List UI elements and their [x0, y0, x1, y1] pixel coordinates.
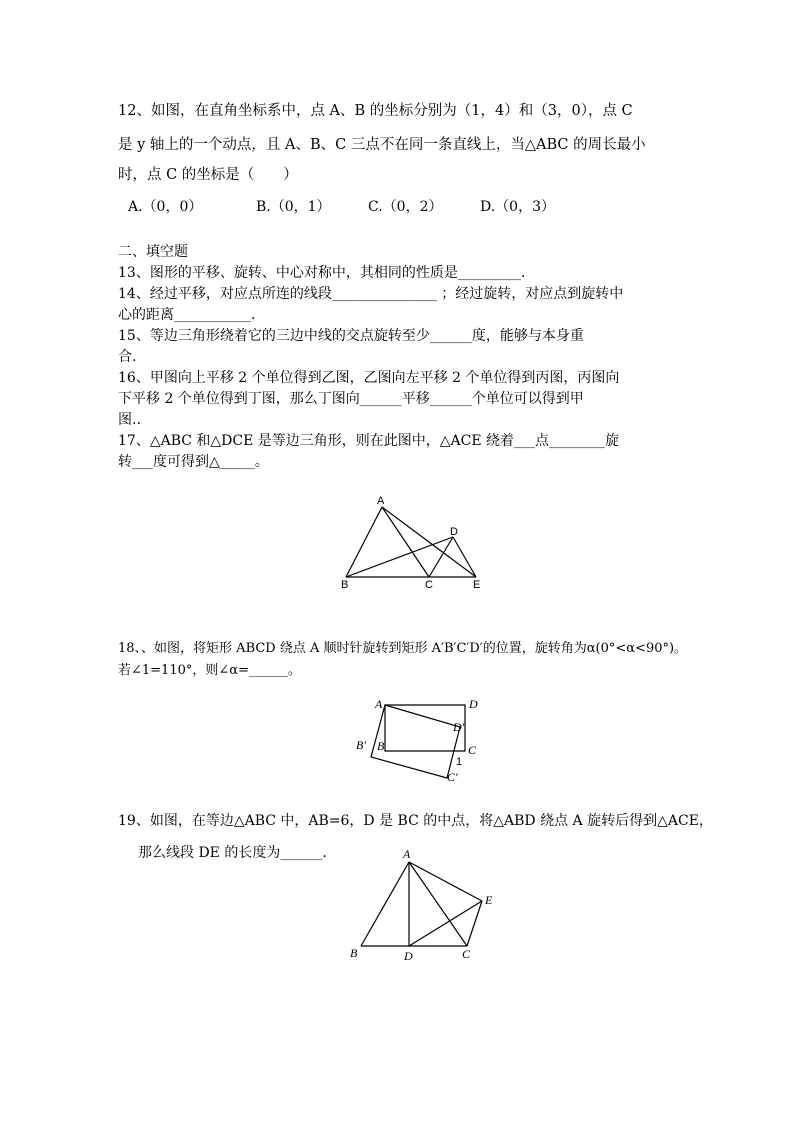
q17-line2: 转___度可得到△_____。 — [118, 454, 269, 470]
q17-figure — [330, 488, 500, 598]
q14-line2: 心的距离___________. — [118, 307, 256, 323]
q18-line1: 18、、如图，将矩形 ABCD 绕点 A 顺时针旋转到矩形 A′B′C′D′的位置，旋转角为α(0°<α<90°)。 — [118, 641, 688, 656]
q15-line1: 15、等边三角形绕着它的三边中线的交点旋转至少______度，能够与本身重 — [118, 328, 584, 344]
q12-option-d: D.（0，3） — [480, 199, 555, 215]
q19-segment-ce — [467, 901, 482, 946]
q17-label-a: A — [377, 495, 385, 507]
q16-line3: 图.. — [118, 412, 141, 428]
q17-label-b: B — [341, 579, 349, 591]
q17-segment-ac — [382, 507, 429, 577]
section-heading: 二、填空题 — [118, 244, 188, 260]
q19-figure — [340, 845, 500, 965]
q12-option-c: C.（0，2） — [368, 199, 443, 215]
q16-line2: 下平移 2 个单位得到丁图，那么丁图向______平移______个单位可以得到甲 — [118, 391, 584, 407]
q19-label-e: E — [485, 893, 493, 907]
q18-label-b-prime: B′ — [356, 738, 366, 752]
q17-segment-bd — [346, 537, 453, 577]
q17-line1: 17、△ABC 和△DCE 是等边三角形，则在此图中，△ACE 绕着___点________旋 — [118, 433, 620, 449]
q18-label-c-prime: C′ — [447, 770, 458, 784]
q19-label-c: C — [462, 947, 471, 961]
q17-segment-de — [453, 537, 476, 577]
q17-segment-ab — [346, 507, 382, 577]
q19-label-b: B — [350, 946, 358, 960]
q16-line1: 16、甲图向上平移 2 个单位得到乙图，乙图向左平移 2 个单位得到丙图，丙图向 — [118, 370, 620, 386]
q12-line2: 是 y 轴上的一个动点，且 A、B、C 三点不在同一条直线上，当△ABC 的周长最小 — [118, 137, 646, 153]
q17-segment-ae — [382, 507, 476, 577]
q19-segment-de — [409, 901, 482, 946]
q19-segment-ab — [361, 862, 409, 946]
q18-label-b: B — [377, 739, 385, 753]
q19-segment-ac — [409, 862, 467, 946]
q18-label-c: C — [468, 743, 477, 757]
q15-line2: 合. — [118, 349, 137, 365]
q13-line: 13、图形的平移、旋转、中心对称中，其相同的性质是_________. — [118, 265, 526, 281]
q19-segment-ae — [409, 862, 482, 901]
q17-label-d: D — [450, 526, 458, 538]
q19-label-d: D — [404, 949, 413, 963]
q14-line1: 14、经过平移，对应点所连的线段_______________ ；经过旋转，对应点到旋转中 — [118, 286, 624, 302]
q12-option-a: A.（0，0） — [128, 199, 203, 215]
q18-label-a: A — [375, 697, 383, 711]
q12-line1: 12、如图，在直角坐标系中，点 A、B 的坐标分别为（1，4）和（3，0），点 C — [118, 103, 633, 119]
q18-label-d: D — [469, 697, 478, 711]
q18-label-angle-1: 1 — [456, 756, 463, 768]
q12-option-b: B.（0，1） — [256, 199, 331, 215]
q19-line2: 那么线段 DE 的长度为______. — [138, 845, 327, 861]
q18-figure — [350, 695, 490, 790]
q17-label-c: C — [425, 579, 433, 591]
q18-label-d-prime: D′ — [453, 720, 465, 734]
q19-line1: 19、如图，在等边△ABC 中，AB=6，D 是 BC 的中点，将△ABD 绕点 A 旋转后得到△ACE， — [118, 813, 713, 829]
q17-label-e: E — [473, 579, 481, 591]
q19-label-a: A — [403, 847, 411, 861]
q12-line3: 时，点 C 的坐标是（ ） — [118, 167, 298, 183]
q18-line2: 若∠1=110°，则∠α=______。 — [118, 663, 301, 678]
q18-rectangle-abcd-rotated — [371, 705, 463, 778]
